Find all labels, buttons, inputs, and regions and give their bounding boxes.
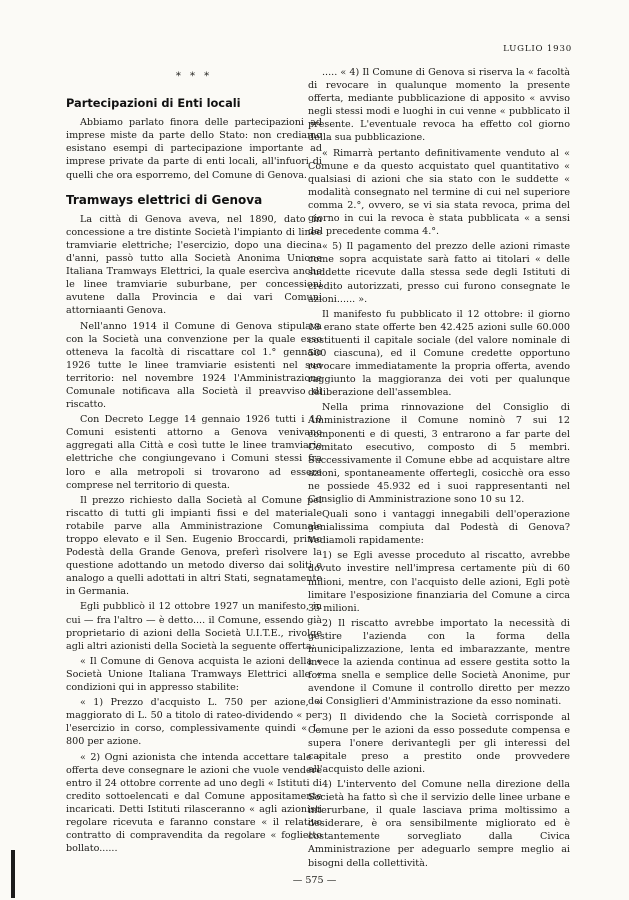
- paragraph: Il manifesto fu pubblicato il 12 ottobre: il giorno 18 erano state offerte ben 42.425 azioni sulle 60.000 costituenti il capitale sociale (del valore nominale di 500 ciascuna), ed il Comune credette opportuno revocare immediatamente la propria offerta, avendo raggiunto la maggioranza dei voti per qualunque deliberazione dell'assemblea.: [308, 308, 570, 399]
- running-head: LUGLIO 1930: [503, 44, 572, 54]
- quoted-paragraph: « 2) Ogni azionista che intenda accettare tale « offerta deve consegnare le azioni che vuole vendere entro il 24 ottobre corrente ad uno degli « Istituti di credito sottoelencati e dal Comune appositamente incaricati. Detti Istituti rilasceranno « agli azionisti regolare ricevuta e faranno constare « il relativo contratto di compravendita da regolare « foglietto bollato......: [66, 751, 322, 855]
- paragraph: Egli pubblicò il 12 ottobre 1927 un manifesto, in cui — fra l'altro — è detto.... il Comune, essendo già proprietario di azioni della Società U.I.T.E., rivolge agli altri azionisti della Società la seguente offerta:: [66, 601, 322, 652]
- quoted-paragraph: « 5) Il pagamento del prezzo delle azioni rimaste come sopra acquistate sarà fatto ai titolari « delle suddette ricevute dalla stessa sede degli Istituti di credito autorizzati, presso cui furono consegnate le azioni...... ».: [308, 241, 570, 305]
- section-title-tramways: Tramways elettrici di Genova: [66, 192, 263, 207]
- quoted-paragraph: « 1) Prezzo d'acquisto L. 750 per azione, « maggiorato di L. 50 a titolo di rateo-dividendo « per l'esercizio in corso, complessivamente quindi « L. 800 per azione.: [66, 697, 322, 748]
- quoted-paragraph: ..... « 4) Il Comune di Genova si riserva la « facoltà di revocare in qualunque momento la presente offerta, mediante pubblicazione di apposito « avviso negli stessi modi e luoghi in cui venne « pubblicato il presente. L'eventuale revoca ha effetto col giorno della sua pubblicazione.: [308, 67, 570, 144]
- section-title-partecipazioni: Partecipazioni di Enti locali: [66, 96, 241, 111]
- paragraph: Il prezzo richiesto dalla Società al Comune pel riscatto di tutti gli impianti fissi e del materiale rotabile parve alla Amministrazione Comunale troppo elevato e il Sen. Eugenio Broccardi, primo Podestà della Grande Genova, preferì risolvere la questione adottando un metodo diverso dai soliti e analogo a quelli adottati in altri Stati, segnatamente in Germania.: [66, 494, 322, 598]
- right-column: [308, 66, 570, 872]
- quoted-paragraph: « Il Comune di Genova acquista le azioni della « Società Unione Italiana Tramways Elettrici alle « condizioni qui in appresso stabilite:: [66, 655, 322, 694]
- list-paragraph: 3) Il dividendo che la Società corrisponde al Comune per le azioni da esso possedute compensa e supera l'onere derivantegli per gli interessi del capitale preso a prestito onde provvedere all'acquisto delle azioni.: [308, 711, 570, 775]
- list-paragraph: 4) L'intervento del Comune nella direzione della Società ha fatto sì che il servizio delle linee urbane e interurbane, il quale lasciava prima moltissimo a desiderare, è ora sensibilmente migliorato ed è costantemente sorvegliato dalla Civica Amministrazione per adeguarlo sempre meglio ai bisogni della collettività.: [308, 778, 570, 869]
- list-paragraph: 2) Il riscatto avrebbe importato la necessità di gestire l'azienda con la forma della municipalizzazione, lenta ed imbarazzante, mentre invece la azienda continua ad essere gestita sotto la forma snella e semplice delle Società Anonime, pur avendone il Comune il controllo diretto per mezzo dei Consiglieri d'Amministrazione da esso nominati.: [308, 617, 570, 708]
- paragraph: La città di Genova aveva, nel 1890, dato in concessione a tre distinte Società l'impianto di linee tramviarie elettriche; l'esercizio, dopo una diecina d'anni, passò tutto alla Società Anonima Unione Italiana Tramways Elettrici, la quale esercìva anche le linee tramviarie suburbane, per concessioni avutene dalla Provincia e dai vari Comuni attorniaanti Genova.: [66, 213, 322, 317]
- list-paragraph: 1) se Egli avesse proceduto al riscatto, avrebbe dovuto investire nell'impresa certamente più di 60 milioni, mentre, con l'acquisto delle azioni, Egli potè limitare l'esposizione finanziaria del Comune a circa 35 milioni.: [308, 550, 570, 614]
- left-column: [66, 62, 322, 857]
- paragraph: Nella prima rinnovazione del Consiglio di Amministrazione il Comune nominò 7 sui 12 componenti e di questi, 3 entrarono a far parte del Comitato esecutivo, composto di 5 membri. Successivamente il Comune ebbe ad acquistare altre azioni, spontaneamente offertegli, cosicchè ora esso ne possiede 45.932 ed i suoi rappresentanti nel Consiglio di Amministrazione sono 10 su 12.: [308, 402, 570, 505]
- section-divider-stars: * * *: [175, 71, 213, 82]
- quoted-paragraph: « Rimarrà pertanto definitivamente venduto al « Comune e da questo acquistato quel quantitativo « qualsiasi di azioni che sia stato con le suddette « modalità consegnato nel termine di cui nel superiore comma 2.°, ovvero, se vi sia stata revoca, prima del giorno in cui la revoca è stata pubblicata « a sensi del precedente comma 4.°.: [308, 147, 570, 238]
- paragraph: Nell'anno 1914 il Comune di Genova stipulava con la Società una convenzione per la quale esso otteneva la facoltà di riscattare col 1.° gennaio 1926 tutte le linee tramviarie esistenti nel suo territorio: nel novembre 1924 l'Amministrazione Comunale notificava alla Società il preavviso di riscatto.: [66, 320, 322, 411]
- paragraph: Quali sono i vantaggi innegabili dell'operazione genialissima compiuta dal Podestà di Genova? Vediamoli rapidamente:: [308, 509, 570, 547]
- paragraph: Con Decreto Legge 14 gennaio 1926 tutti i 10 Comuni esistenti attorno a Genova venivano aggregati alla Città e così tutte le linee tramviarie elettriche che congiungevano i Comuni stessi fra loro e alla metropoli si trovarono ad essere comprese nel territorio di questa.: [66, 414, 322, 491]
- paragraph: Abbiamo parlato finora delle partecipazioni ad imprese miste da parte dello Stato: non crediamo esistano esempi di partecipazione importante ad imprese private da parte di enti locali, all'infuori di quelli che ora esporremo, del Comune di Genova.: [66, 117, 322, 181]
- scan-edge-mark: [11, 850, 15, 898]
- page-number: — 575 —: [292, 875, 337, 886]
